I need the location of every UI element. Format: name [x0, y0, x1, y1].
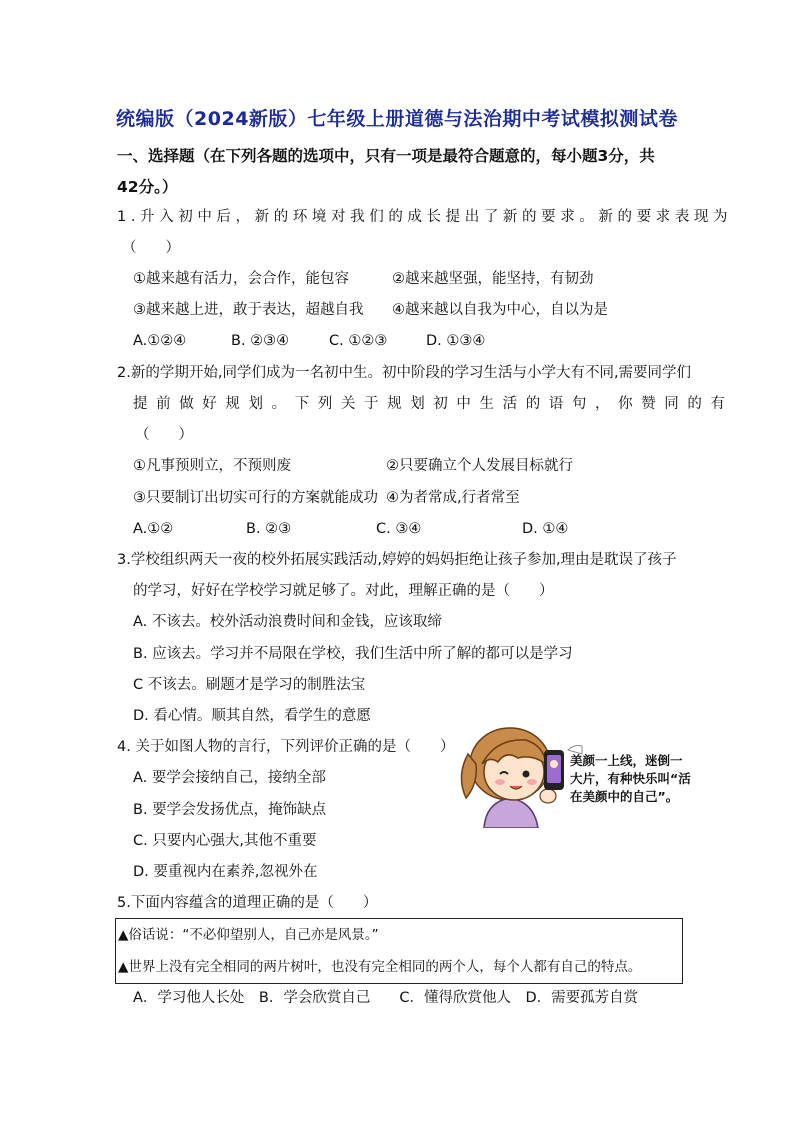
- q4-stem: 4. 关于如图人物的言行，下列评价正确的是（ ）: [117, 739, 455, 755]
- q3-option-b: B. 应该去。学习并不局限在学校，我们生活中所了解的都可以是学习: [133, 646, 573, 662]
- q1-option-a: A.①②④: [133, 333, 187, 349]
- q4-option-b: B. 要学会发扬优点，掩饰缺点: [133, 802, 327, 818]
- q5-material-2: ▲世界上没有完全相同的两片树叶，也没有完全相同的两个人，每个人都有自己的特点。: [118, 959, 642, 975]
- q3-stem-cont: 的学习，好好在学校学习就足够了。对此，理解正确的是（ ）: [133, 583, 554, 599]
- q1-stem: 1.升入初中后，新的环境对我们的成长提出了新的要求。新的要求表现为: [117, 209, 733, 225]
- q5-material-1: ▲俗话说：“不必仰望别人，自己亦是风景。”: [118, 927, 379, 943]
- q2-statement-4: ④为者常成,行者常至: [386, 490, 520, 506]
- q1-statement-4: ④越来越以自我为中心，自以为是: [392, 302, 608, 318]
- q2-statement-1: ①凡事预则立，不预则废: [133, 458, 291, 474]
- q1-stem-paren: （ ）: [122, 240, 180, 256]
- speech-bubble: [570, 752, 696, 806]
- q5-options: A．学习他人长处 B．学会欣赏自己 C．懂得欣赏他人 D．需要孤芳自赏: [133, 990, 639, 1006]
- q2-statement-2: ②只要确立个人发展目标就行: [386, 458, 573, 474]
- q3-option-d: D. 看心情。顺其自然，看学生的意愿: [133, 708, 371, 724]
- q1-statement-1: ①越来越有活力，会合作，能包容: [133, 271, 349, 287]
- q3-option-a: A. 不该去。校外活动浪费时间和金钱，应该取缔: [133, 614, 442, 630]
- q1-option-d: D. ①③④: [426, 333, 486, 349]
- q3-option-c: C 不该去。刷题才是学习的制胜法宝: [133, 677, 366, 693]
- q1-option-c: C. ①②③: [329, 333, 388, 349]
- q2-stem: 2.新的学期开始,同学们成为一名初中生。初中阶段的学习生活与小学大有不同,需要同学们: [117, 365, 692, 381]
- exam-title: 统编版（2024新版）七年级上册道德与法治期中考试模拟测试卷: [116, 108, 678, 130]
- q5-material-box: [115, 918, 683, 984]
- q2-stem-cont: 提前做好规划。下列关于规划初中生活的语句，你赞同的有: [133, 396, 734, 412]
- q3-stem: 3.学校组织两天一夜的校外拓展实践活动,婷婷的妈妈拒绝让孩子参加,理由是耽误了孩子: [117, 552, 677, 568]
- q2-option-d: D. ①④: [522, 521, 569, 537]
- speech-bubble-line-2: 大片，有种快乐叫“活: [570, 771, 691, 786]
- q4-option-a: A. 要学会接纳自己，接纳全部: [133, 770, 326, 786]
- q5-stem: 5.下面内容蕴含的道理正确的是（ ）: [117, 895, 378, 911]
- q1-option-b: B. ②③④: [231, 333, 290, 349]
- q2-option-b: B. ②③: [246, 521, 292, 537]
- section-heading: 一、选择题（在下列各题的选项中，只有一项是最符合题意的，每小题3分，共: [117, 147, 655, 165]
- q2-option-c: C. ③④: [376, 521, 422, 537]
- section-heading-cont: 42分。）: [117, 178, 178, 196]
- q2-statement-3: ③只要制订出切实可行的方案就能成功: [133, 490, 378, 506]
- speech-bubble-line-1: 美颜一上线，迷倒一: [570, 753, 683, 768]
- q2-stem-paren: （ ）: [135, 427, 193, 443]
- q4-option-c: C. 只要内心强大,其他不重要: [133, 833, 317, 849]
- q1-statement-2: ②越来越坚强，能坚持，有韧劲: [392, 271, 594, 287]
- q2-option-a: A.①②: [133, 521, 174, 537]
- speech-bubble-line-3: 在美颜中的自己”。: [570, 789, 679, 804]
- q1-statement-3: ③越来越上进，敢于表达，超越自我: [133, 302, 364, 318]
- q4-option-d: D. 要重视内在素养,忽视外在: [133, 864, 318, 880]
